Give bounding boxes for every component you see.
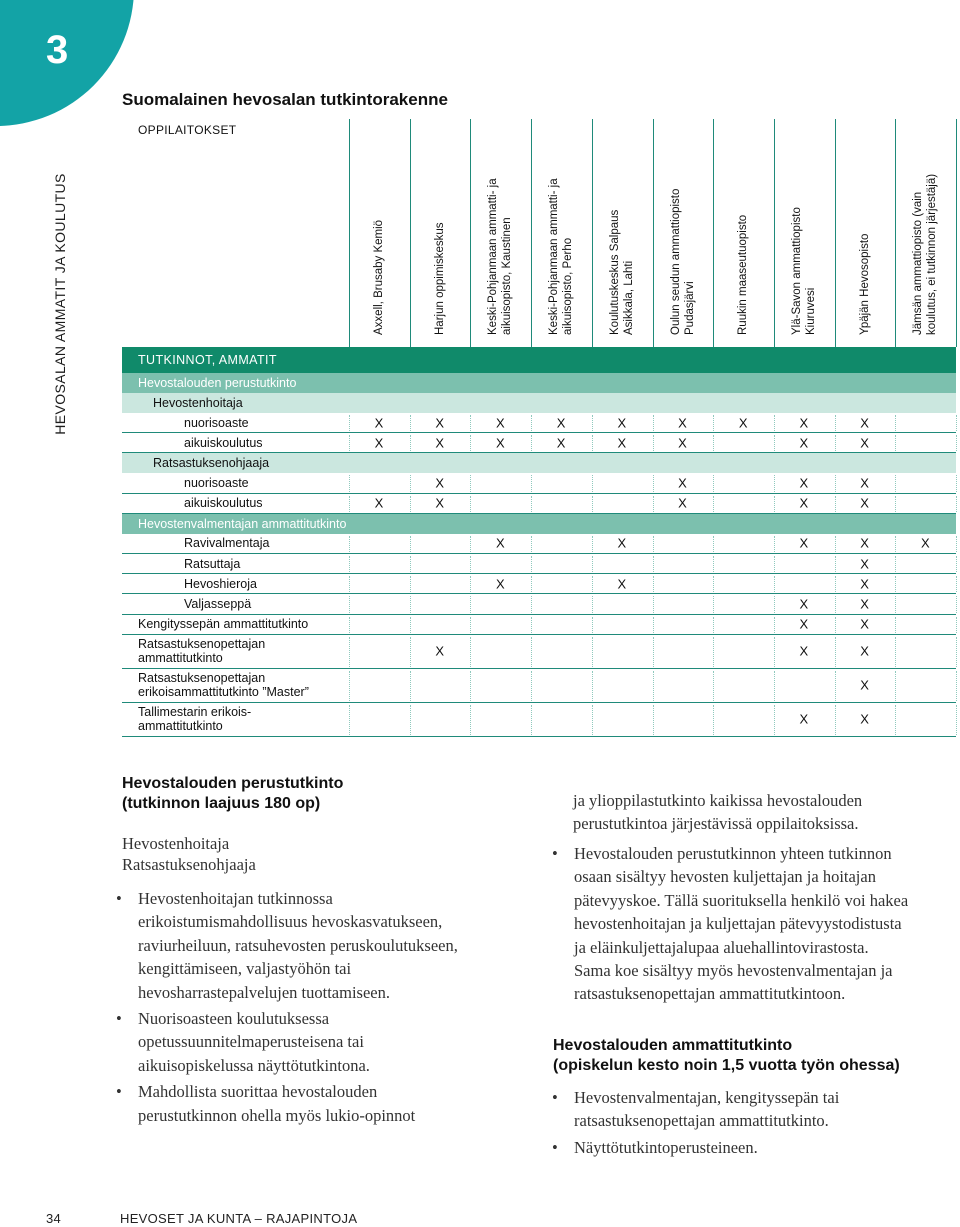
bullet-item <box>112 887 512 1004</box>
table-row <box>122 574 956 594</box>
left-heading-2: (tutkinnon laajuus 180 op) <box>122 795 321 812</box>
cell-divider <box>531 617 532 633</box>
header-column-divider <box>592 119 593 347</box>
cell-divider <box>895 415 896 431</box>
header-column-divider <box>895 119 896 347</box>
cell-divider <box>956 556 957 572</box>
header-column-divider <box>835 119 836 347</box>
bullet-line: raviurheiluun, ratsuhevosten peruskoulutukseen, <box>138 935 458 955</box>
availability-mark: X <box>617 435 627 451</box>
header-column-divider <box>653 119 654 347</box>
cell-divider <box>895 617 896 633</box>
bullet-dot-icon: • <box>116 1082 122 1102</box>
cell-divider <box>410 556 411 572</box>
cell-divider <box>653 671 654 701</box>
cell-divider <box>349 536 350 552</box>
row-label <box>184 577 257 591</box>
bullet-item <box>548 842 960 1006</box>
cell-divider <box>470 705 471 735</box>
availability-mark: X <box>496 415 505 431</box>
row-label <box>184 476 249 490</box>
availability-mark: X <box>860 677 869 693</box>
left-subtitles <box>122 833 256 875</box>
availability-mark: X <box>556 415 566 431</box>
cell-divider <box>470 617 471 633</box>
table-row <box>122 534 956 554</box>
bullet-line: hevostenhoitajan ja kuljettajan pätevyystodistusta <box>574 914 902 934</box>
cell-divider <box>956 617 957 633</box>
bullet-line: kengittämiseen, valjastyöhön tai <box>138 959 352 979</box>
bullet-line: ja eläinkuljettajalupaa aluehallintovirastosta. <box>574 937 869 957</box>
cell-divider <box>592 596 593 612</box>
row-label <box>184 597 251 611</box>
left-bullet-list <box>112 887 512 1130</box>
institution-name-line: koulutus, ei tutkinnon järjestäjä) <box>926 173 939 335</box>
institution-header-2 <box>410 119 471 347</box>
availability-mark: X <box>556 435 566 451</box>
cell-divider <box>531 576 532 592</box>
institution-name <box>592 119 653 347</box>
availability-mark: X <box>617 576 627 592</box>
band-label: Hevostenvalmentajan ammattitutkinto <box>138 516 347 531</box>
chapter-number: 3 <box>46 28 69 72</box>
right-bullet-list-1 <box>548 842 960 1009</box>
row-label <box>138 705 251 733</box>
cell-divider <box>470 671 471 701</box>
cell-divider <box>349 705 350 735</box>
table-row <box>122 433 956 453</box>
cell-divider <box>531 556 532 572</box>
cell-divider <box>592 496 593 512</box>
cell-divider <box>713 617 714 633</box>
bullet-dot-icon: • <box>552 1088 558 1107</box>
institution-header-8 <box>774 119 835 347</box>
cell-divider <box>410 705 411 735</box>
cell-divider <box>895 475 896 491</box>
publication-name: HEVOSET JA KUNTA – RAJAPINTOJA <box>120 1211 358 1226</box>
cell-divider <box>410 671 411 701</box>
header-column-divider <box>956 119 957 347</box>
cell-divider <box>956 435 957 451</box>
row-label <box>138 617 308 631</box>
cell-divider <box>349 576 350 592</box>
continuation-line: ja ylioppilastutkinto kaikissa hevostalouden <box>573 791 863 810</box>
cell-divider <box>531 671 532 701</box>
header-column-divider <box>774 119 775 347</box>
bullet-line: hevosharrastepalvelujen tuottamiseen. <box>138 982 390 1002</box>
bullet-line: pätevyyskoe. Tällä suorituksella henkilö voi hakea <box>574 890 909 910</box>
bullet-dot-icon: • <box>552 1137 558 1157</box>
institution-name-line: Oulun seudun ammattiopisto <box>669 188 682 335</box>
cell-divider <box>653 617 654 633</box>
availability-mark: X <box>678 415 687 431</box>
bullet-line: Hevostenvalmentajan, kengityssepän tai <box>574 1088 840 1107</box>
availability-mark: X <box>435 415 445 431</box>
bullet-dot-icon: • <box>552 844 558 863</box>
cell-divider <box>349 596 350 612</box>
availability-mark: X <box>799 711 809 727</box>
cell-divider <box>895 705 896 735</box>
cell-divider <box>410 576 411 592</box>
cell-divider <box>956 671 957 701</box>
row-label-line: Ratsuttaja <box>184 556 241 571</box>
cell-divider <box>774 671 775 701</box>
availability-mark: X <box>738 415 748 431</box>
bullet-line: ratsastuksenopettajan ammattitutkintoon. <box>574 984 846 1004</box>
cell-divider <box>349 475 350 491</box>
cell-divider <box>713 536 714 552</box>
availability-mark: X <box>860 711 869 727</box>
row-label <box>138 637 265 665</box>
institution-header-5 <box>592 119 653 347</box>
cell-divider <box>774 576 775 592</box>
availability-mark: X <box>799 616 809 632</box>
availability-mark: X <box>860 596 869 612</box>
row-label-line: aikuiskoulutus <box>184 435 263 450</box>
cell-divider <box>895 496 896 512</box>
row-label <box>184 557 240 571</box>
availability-mark: X <box>860 495 869 511</box>
band-label: Ratsastuksenohjaaja <box>153 456 270 471</box>
availability-mark: X <box>799 435 809 451</box>
availability-mark: X <box>860 415 869 431</box>
row-label-line: nuorisoaste <box>184 415 249 430</box>
availability-mark: X <box>678 495 687 511</box>
table-row <box>122 473 956 493</box>
cell-divider <box>956 705 957 735</box>
bullet-line: Hevostenhoitajan tutkinnossa <box>138 889 333 908</box>
row-label-line: Ratsastuksenopettajan <box>138 671 266 686</box>
availability-mark: X <box>374 495 384 511</box>
bullet-line: osaan sisältyy hevosten kuljettajan ja hoitajan <box>574 867 876 887</box>
availability-mark: X <box>435 643 445 659</box>
bullet-item <box>548 1136 960 1159</box>
institution-name <box>531 119 592 347</box>
table-row <box>122 703 956 737</box>
availability-mark: X <box>435 435 445 451</box>
institution-name-line: Keski-Pohjanmaan ammatti- ja <box>487 178 500 335</box>
row-label-line: nuorisoaste <box>184 475 249 490</box>
availability-mark: X <box>496 576 505 592</box>
bullet-line: Nuorisoasteen koulutuksessa <box>138 1009 330 1029</box>
institution-header-7 <box>713 119 774 347</box>
institution-name-line: Kiuruvesi <box>805 287 818 335</box>
cell-divider <box>653 637 654 667</box>
bullet-line: Hevostalouden perustutkinnon yhteen tutkinnon <box>574 844 892 863</box>
cell-divider <box>713 596 714 612</box>
right-bullet-list-2 <box>548 1086 960 1162</box>
cell-divider <box>895 576 896 592</box>
cell-divider <box>531 536 532 552</box>
institution-name <box>349 119 410 347</box>
bullet-line: Mahdollista suorittaa hevostalouden <box>138 1082 378 1102</box>
institution-name-line: Keski-Pohjanmaan ammatti- ja <box>548 178 561 335</box>
availability-mark: X <box>799 475 809 491</box>
occupation-band <box>122 393 956 413</box>
cell-divider <box>713 496 714 512</box>
sections-header-label: TUTKINNOT, AMMATIT <box>138 353 277 367</box>
institution-name <box>713 119 774 347</box>
institution-header-9 <box>835 119 896 347</box>
cell-divider <box>895 671 896 701</box>
cell-divider <box>470 637 471 667</box>
cell-divider <box>349 556 350 572</box>
bullet-item <box>112 1080 512 1127</box>
row-label-line: aikuiskoulutus <box>184 496 263 511</box>
availability-mark: X <box>435 475 445 491</box>
bullet-line: erikoistumismahdollisuus hevoskasvatukseen, <box>138 912 443 932</box>
availability-mark: X <box>799 415 809 431</box>
band-label: Hevostenhoitaja <box>153 396 243 410</box>
cell-divider <box>653 705 654 735</box>
availability-mark: X <box>860 556 869 572</box>
row-label-line: Kengityssepän ammattitutkinto <box>138 617 309 632</box>
bullet-line: aikuisopiskelussa näyttötutkintona. <box>138 1055 370 1075</box>
table-row <box>122 635 956 669</box>
row-label <box>184 496 263 510</box>
cell-divider <box>713 705 714 735</box>
row-label-line: ammattitutkinto <box>138 719 223 734</box>
header-column-divider <box>531 119 532 347</box>
cell-divider <box>713 435 714 451</box>
bullet-line: opetussuunnitelmaperusteisena tai <box>138 1032 364 1052</box>
institution-name <box>653 119 714 347</box>
cell-divider <box>531 475 532 491</box>
left-heading-1: Hevostalouden perustutkinto <box>122 775 344 792</box>
header-column-divider <box>713 119 714 347</box>
qualification-group-band <box>122 373 956 393</box>
institutions-header: OPPILAITOKSET <box>138 123 237 137</box>
cell-divider <box>531 637 532 667</box>
cell-divider <box>592 637 593 667</box>
cell-divider <box>956 496 957 512</box>
availability-mark: X <box>860 535 869 551</box>
cell-divider <box>895 637 896 667</box>
cell-divider <box>531 496 532 512</box>
left-column <box>122 774 502 814</box>
sections-header-band <box>122 347 956 373</box>
availability-mark: X <box>496 435 505 451</box>
cell-divider <box>410 596 411 612</box>
bullet-item <box>112 1007 512 1077</box>
institution-name <box>835 119 896 347</box>
availability-mark: X <box>617 415 627 431</box>
institution-name <box>895 119 956 347</box>
cell-divider <box>592 617 593 633</box>
institution-name-line: Jämsän ammattiopisto (vain <box>912 191 925 335</box>
bullet-line: Näyttötutkintoperusteineen. <box>574 1137 758 1157</box>
availability-mark: X <box>435 495 445 511</box>
institution-name-line: aikuisopisto, Perho <box>562 237 575 335</box>
cell-divider <box>774 556 775 572</box>
availability-mark: X <box>799 495 809 511</box>
cell-divider <box>653 596 654 612</box>
header-column-divider <box>410 119 411 347</box>
qualification-group-band <box>122 514 956 534</box>
band-label: Hevostalouden perustutkinto <box>138 376 297 390</box>
bullet-item <box>548 1086 960 1133</box>
cell-divider <box>713 556 714 572</box>
subtitle-hevostenhoitaja: Hevostenhoitaja <box>122 834 230 853</box>
availability-mark: X <box>496 535 505 551</box>
institution-header-1 <box>349 119 410 347</box>
table-row <box>122 669 956 703</box>
header-column-divider <box>349 119 350 347</box>
row-label <box>138 671 309 699</box>
cell-divider <box>470 475 471 491</box>
cell-divider <box>349 671 350 701</box>
page-title: Suomalainen hevosalan tutkintorakenne <box>122 90 448 109</box>
cell-divider <box>470 596 471 612</box>
row-label-line: Ratsastuksenopettajan <box>138 637 266 652</box>
availability-mark: X <box>678 475 687 491</box>
row-label <box>184 536 269 550</box>
cell-divider <box>349 617 350 633</box>
availability-mark: X <box>374 415 384 431</box>
availability-mark: X <box>374 435 384 451</box>
cell-divider <box>653 536 654 552</box>
institution-name-line: Axxell, Brusaby Kemiö <box>373 219 386 335</box>
availability-mark: X <box>617 535 627 551</box>
occupation-band <box>122 453 956 473</box>
bullet-dot-icon: • <box>116 1009 122 1029</box>
row-label-line: ammattitutkinto <box>138 651 223 666</box>
page-number: 34 <box>46 1211 62 1226</box>
header-column-divider <box>470 119 471 347</box>
institution-name-line: Ypäjän Hevosopisto <box>858 233 871 335</box>
cell-divider <box>592 671 593 701</box>
availability-mark: X <box>860 475 869 491</box>
table-row <box>122 413 956 433</box>
cell-divider <box>410 617 411 633</box>
table-row <box>122 594 956 614</box>
institution-name-line: Ylä-Savon ammattiopisto <box>791 207 804 335</box>
row-label-line: erikoisammattitutkinto ”Master” <box>138 685 309 700</box>
institution-header-3 <box>470 119 531 347</box>
cell-divider <box>895 435 896 451</box>
right-heading-1: Hevostalouden ammattitutkinto <box>553 1037 793 1054</box>
availability-mark: X <box>920 535 930 551</box>
side-section-label: HEVOSALAN AMMATIT JA KOULUTUS <box>52 173 68 435</box>
cell-divider <box>956 475 957 491</box>
table-row <box>122 554 956 574</box>
cell-divider <box>653 556 654 572</box>
cell-divider <box>956 596 957 612</box>
availability-mark: X <box>860 576 869 592</box>
institution-header-10 <box>895 119 956 347</box>
institution-name-line: Ruukin maaseutuopisto <box>737 214 750 335</box>
availability-mark: X <box>860 616 869 632</box>
availability-mark: X <box>799 535 809 551</box>
cell-divider <box>592 556 593 572</box>
row-label-line: Valjasseppä <box>184 596 252 611</box>
row-label-line: Ravivalmentaja <box>184 536 270 551</box>
institution-name <box>410 119 471 347</box>
institution-header-4 <box>531 119 592 347</box>
institution-name-line: aikuisopisto, Kaustinen <box>501 217 514 335</box>
institution-name <box>470 119 531 347</box>
bullet-line: ratsastuksenopettajan ammattitutkinto. <box>574 1111 829 1131</box>
table-row <box>122 615 956 635</box>
subtitle-ratsastuksenohjaaja: Ratsastuksenohjaaja <box>122 855 256 874</box>
cell-divider <box>713 576 714 592</box>
continuation-line: perustutkintoa järjestävissä oppilaitoksissa. <box>573 814 859 834</box>
cell-divider <box>470 496 471 512</box>
row-label-line: Hevoshieroja <box>184 576 257 591</box>
row-label-line: Tallimestarin erikois- <box>138 705 252 720</box>
cell-divider <box>470 556 471 572</box>
cell-divider <box>895 556 896 572</box>
institution-header-6 <box>653 119 714 347</box>
institution-name-line: Harjun oppimiskeskus <box>434 222 447 335</box>
bullet-line: perustutkinnon ohella myös lukio-opinnot <box>138 1105 416 1125</box>
cell-divider <box>956 637 957 667</box>
institution-name-line: Koulutuskeskus Salpaus <box>609 209 622 335</box>
cell-divider <box>531 596 532 612</box>
cell-divider <box>349 637 350 667</box>
availability-mark: X <box>860 643 869 659</box>
availability-mark: X <box>799 643 809 659</box>
table-row <box>122 494 956 514</box>
bullet-line: Sama koe sisältyy myös hevostenvalmentajan ja <box>574 961 893 981</box>
cell-divider <box>956 415 957 431</box>
cell-divider <box>956 536 957 552</box>
cell-divider <box>592 475 593 491</box>
cell-divider <box>531 705 532 735</box>
cell-divider <box>895 596 896 612</box>
row-label <box>184 416 249 430</box>
institution-name-line: Asikkala, Lahti <box>623 260 636 335</box>
cell-divider <box>956 576 957 592</box>
right-heading-block <box>553 1036 960 1076</box>
institution-name <box>774 119 835 347</box>
cell-divider <box>713 637 714 667</box>
cell-divider <box>410 536 411 552</box>
cell-divider <box>592 705 593 735</box>
availability-mark: X <box>678 435 687 451</box>
right-heading-2: (opiskelun kesto noin 1,5 vuotta työn ohessa) <box>553 1057 900 1074</box>
row-label <box>184 436 263 450</box>
availability-mark: X <box>799 596 809 612</box>
institution-name-line: Pudasjärvi <box>683 281 696 335</box>
bullet-dot-icon: • <box>116 889 122 908</box>
cell-divider <box>653 576 654 592</box>
cell-divider <box>713 475 714 491</box>
cell-divider <box>713 671 714 701</box>
availability-mark: X <box>860 435 869 451</box>
right-continuation-text <box>573 789 960 836</box>
